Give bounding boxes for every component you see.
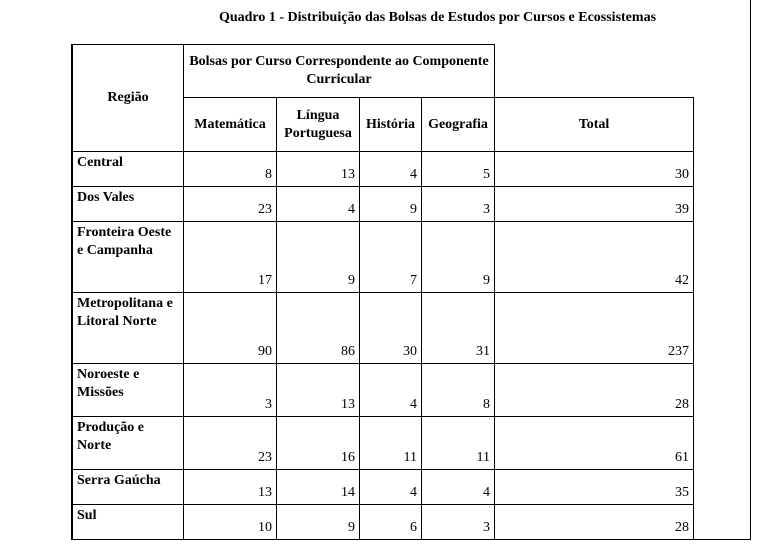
history-cell: 7 (360, 222, 422, 293)
region-cell: Noroeste e Missões (73, 364, 184, 417)
table-row (73, 470, 694, 505)
portuguese-header: Língua Portuguesa (277, 98, 360, 152)
table-row (73, 417, 694, 470)
total-cell: 35 (495, 470, 694, 505)
scholarship-table (72, 44, 694, 540)
region-cell: Serra Gaúcha (73, 470, 184, 505)
total-header: Total (495, 98, 694, 152)
math-cell: 13 (184, 470, 277, 505)
table-row (73, 293, 694, 364)
page-frame-right (750, 0, 751, 540)
region-cell: Central (73, 152, 184, 187)
total-cell: 61 (495, 417, 694, 470)
total-cell: 28 (495, 364, 694, 417)
portuguese-cell: 14 (277, 470, 360, 505)
total-cell: 28 (495, 505, 694, 540)
portuguese-cell: 86 (277, 293, 360, 364)
history-cell: 9 (360, 187, 422, 222)
geography-cell: 3 (422, 187, 495, 222)
region-header: Região (73, 45, 184, 152)
table-row (73, 505, 694, 540)
region-cell: Metropolitana e Litoral Norte (73, 293, 184, 364)
region-cell: Fronteira Oeste e Campanha (73, 222, 184, 293)
history-cell: 4 (360, 470, 422, 505)
total-cell: 237 (495, 293, 694, 364)
history-cell: 6 (360, 505, 422, 540)
table-row (73, 187, 694, 222)
portuguese-cell: 9 (277, 222, 360, 293)
total-cell: 30 (495, 152, 694, 187)
math-header: Matemática (184, 98, 277, 152)
math-cell: 17 (184, 222, 277, 293)
history-header: História (360, 98, 422, 152)
region-cell: Sul (73, 505, 184, 540)
history-cell: 11 (360, 417, 422, 470)
history-cell: 4 (360, 152, 422, 187)
portuguese-cell: 9 (277, 505, 360, 540)
history-cell: 4 (360, 364, 422, 417)
geography-cell: 5 (422, 152, 495, 187)
geography-cell: 11 (422, 417, 495, 470)
blank-header-cell (495, 45, 694, 98)
geography-header: Geografia (422, 98, 495, 152)
geography-cell: 31 (422, 293, 495, 364)
geography-cell: 3 (422, 505, 495, 540)
math-cell: 3 (184, 364, 277, 417)
group-header: Bolsas por Curso Correspondente ao Componente Curricular (184, 45, 495, 98)
region-cell: Dos Vales (73, 187, 184, 222)
region-cell: Produção e Norte (73, 417, 184, 470)
header-row-1 (73, 45, 694, 98)
math-cell: 10 (184, 505, 277, 540)
table-row (73, 152, 694, 187)
portuguese-cell: 4 (277, 187, 360, 222)
total-cell: 42 (495, 222, 694, 293)
portuguese-cell: 13 (277, 152, 360, 187)
portuguese-cell: 16 (277, 417, 360, 470)
geography-cell: 8 (422, 364, 495, 417)
math-cell: 23 (184, 187, 277, 222)
geography-cell: 4 (422, 470, 495, 505)
total-cell: 39 (495, 187, 694, 222)
math-cell: 8 (184, 152, 277, 187)
table-title: Quadro 1 - Distribuição das Bolsas de Estudos por Cursos e Ecossistemas (218, 10, 657, 25)
geography-cell: 9 (422, 222, 495, 293)
math-cell: 23 (184, 417, 277, 470)
portuguese-cell: 13 (277, 364, 360, 417)
math-cell: 90 (184, 293, 277, 364)
table-row (73, 364, 694, 417)
table-row (73, 222, 694, 293)
history-cell: 30 (360, 293, 422, 364)
